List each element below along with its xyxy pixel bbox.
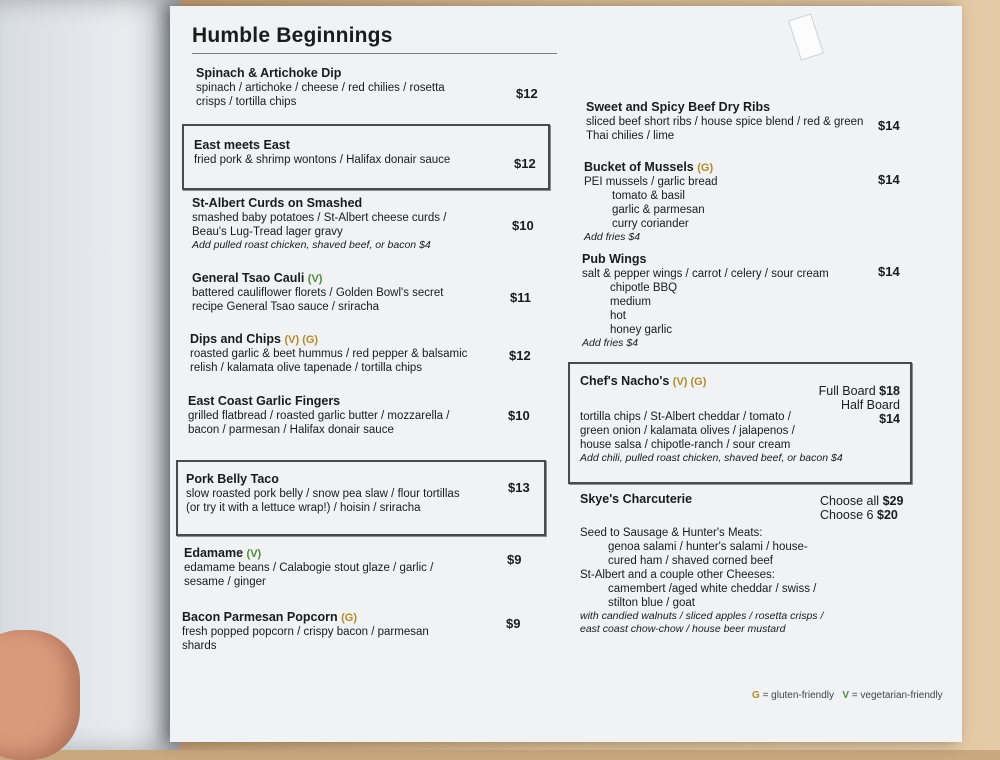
menu-item-chefs-nachos — [580, 374, 820, 389]
item-desc: house salsa / chipotle-ranch / sour cream — [580, 439, 791, 451]
thumb — [0, 630, 80, 760]
option-line: curry coriander — [612, 218, 689, 230]
legend-g-letter: G — [752, 690, 760, 701]
choose-six-label: Choose 6 — [820, 508, 874, 522]
item-desc: edamame beans / Calabogie stout glaze / garlic / — [184, 562, 434, 574]
item-name: Pork Belly Taco — [186, 472, 279, 486]
vegetarian-badge: (V) — [246, 548, 262, 560]
menu-item-mussels — [584, 160, 844, 244]
section-title: Humble Beginnings — [192, 24, 393, 47]
item-price: $14 — [878, 118, 900, 133]
menu-item-charcuterie — [580, 492, 780, 507]
menu-item-bacon-popcorn — [182, 610, 482, 653]
nacho-details — [580, 410, 900, 465]
item-desc: fried pork & shrimp wontons / Halifax donair sauce — [194, 154, 451, 166]
item-name: Bacon Parmesan Popcorn — [182, 610, 338, 624]
option-line: honey garlic — [610, 324, 673, 336]
item-desc: Beau's Lug-Tread lager gravy — [192, 226, 343, 238]
option-line: cured ham / shaved corned beef — [608, 555, 773, 567]
gluten-badge: (G) — [341, 612, 357, 624]
legend-v-letter: V — [842, 690, 850, 701]
item-desc: Thai chilies / lime — [586, 130, 675, 142]
item-price: $10 — [512, 218, 534, 233]
gluten-badge: (G) — [697, 162, 714, 174]
option-line: tomato & basil — [612, 190, 685, 202]
item-price: $10 — [508, 408, 530, 423]
item-name: General Tsao Cauli — [192, 271, 305, 285]
vegetarian-badge: (V) — [307, 273, 323, 285]
full-board-price: $18 — [879, 384, 900, 398]
tape-piece — [788, 13, 824, 60]
item-name: East meets East — [194, 138, 290, 152]
menu-item-garlic-fingers — [188, 394, 508, 437]
item-name: Bucket of Mussels — [584, 160, 694, 174]
item-desc: grilled flatbread / roasted garlic butter / mozzarella / — [188, 410, 450, 422]
option-line: chipotle BBQ — [610, 282, 678, 294]
item-price: $14 — [878, 172, 900, 187]
choose-all-label: Choose all — [820, 494, 880, 508]
menu-item-pork-belly-taco — [186, 472, 526, 515]
option-line: genoa salami / hunter's salami / house- — [608, 541, 808, 553]
item-note: Add chili, pulled roast chicken, shaved beef, or bacon $4 — [580, 452, 843, 464]
meats-heading: Seed to Sausage & Hunter's Meats: — [580, 527, 763, 539]
item-desc: sesame / ginger — [184, 576, 266, 588]
item-desc: green onion / kalamata olives / jalapenos / — [580, 425, 795, 437]
legend-g-text: = gluten-friendly — [762, 690, 834, 701]
item-price: $9 — [507, 552, 522, 567]
option-line: stilton blue / goat — [608, 597, 695, 609]
item-desc: salt & pepper wings / carrot / celery / sour cream — [582, 268, 829, 280]
option-line: medium — [610, 296, 651, 308]
item-desc: (or try it with a lettuce wrap!) / hoisin / sriracha — [186, 502, 421, 514]
item-name: Edamame — [184, 546, 244, 560]
menu-item-spinach-dip — [196, 66, 526, 109]
item-note: with candied walnuts / sliced apples / rosetta crisps / — [580, 610, 824, 622]
item-desc: spinach / artichoke / cheese / red chilies / rosetta — [196, 82, 445, 94]
menu-item-east-meets-east — [194, 138, 524, 167]
menu-item-st-albert-curds — [192, 196, 512, 252]
item-desc: relish / kalamata olive tapenade / tortilla chips — [190, 362, 423, 374]
item-desc: slow roasted pork belly / snow pea slaw / flour tortillas — [186, 488, 460, 500]
item-name: St-Albert Curds on Smashed — [192, 196, 363, 210]
item-desc: roasted garlic & beet hummus / red pepper & balsamic — [190, 348, 468, 360]
option-line: camembert /aged white cheddar / swiss / — [608, 583, 817, 595]
menu-item-dips-and-chips — [190, 332, 510, 375]
item-note: east coast chow-chow / house beer mustard — [580, 623, 786, 635]
item-note: Add pulled roast chicken, shaved beef, or bacon $4 — [192, 239, 431, 251]
legend-v-text: = vegetarian-friendly — [851, 690, 943, 701]
item-price: $12 — [516, 86, 538, 101]
title-divider — [192, 53, 557, 54]
item-price: $12 — [509, 348, 531, 363]
full-board-label: Full Board — [818, 384, 876, 398]
item-name: Dips and Chips — [190, 332, 281, 346]
cheese-heading: St-Albert and a couple other Cheeses: — [580, 569, 775, 581]
item-name: Skye's Charcuterie — [580, 492, 693, 506]
item-name: Spinach & Artichoke Dip — [196, 66, 342, 80]
option-line: hot — [610, 310, 626, 322]
item-desc: bacon / parmesan / Halifax donair sauce — [188, 424, 394, 436]
menu-item-edamame — [184, 546, 484, 589]
choose-all-price: $29 — [882, 494, 904, 508]
item-price: $12 — [514, 156, 536, 171]
item-desc: crisps / tortilla chips — [196, 96, 297, 108]
item-name: East Coast Garlic Fingers — [188, 394, 341, 408]
item-price: $11 — [510, 290, 531, 305]
item-desc: PEI mussels / garlic bread — [584, 176, 718, 188]
item-desc: shards — [182, 640, 217, 652]
charcuterie-prices — [820, 494, 910, 522]
item-price: $13 — [508, 480, 530, 495]
diet-legend — [752, 690, 943, 701]
menu-item-beef-dry-ribs — [586, 100, 866, 143]
item-note: Add fries $4 — [584, 231, 641, 243]
item-price: $9 — [506, 616, 521, 631]
menu-page — [170, 6, 962, 742]
option-line: garlic & parmesan — [612, 204, 705, 216]
item-desc: recipe General Tsao sauce / sriracha — [192, 301, 380, 313]
menu-item-general-tsao-cauli — [192, 271, 512, 314]
item-desc: tortilla chips / St-Albert cheddar / tomato / — [580, 411, 791, 423]
item-note: Add fries $4 — [582, 337, 639, 349]
half-board-price: $14 — [879, 412, 900, 426]
half-board-label: Half Board — [840, 398, 900, 412]
diet-badges: (V) (G) — [284, 334, 319, 346]
item-name: Pub Wings — [582, 252, 647, 266]
charcuterie-details — [580, 526, 900, 636]
item-desc: fresh popped popcorn / crispy bacon / parmesan — [182, 626, 429, 638]
item-desc: battered cauliflower florets / Golden Bowl's secret — [192, 287, 444, 299]
item-desc: sliced beef short ribs / house spice blend / red & green — [586, 116, 864, 128]
choose-six-price: $20 — [877, 508, 898, 522]
menu-item-pub-wings — [582, 252, 862, 350]
item-price: $14 — [878, 264, 900, 279]
diet-badges: (V) (G) — [672, 376, 707, 388]
item-name: Sweet and Spicy Beef Dry Ribs — [586, 100, 771, 114]
item-desc: smashed baby potatoes / St-Albert cheese curds / — [192, 212, 447, 224]
item-name: Chef's Nacho's — [580, 374, 670, 388]
